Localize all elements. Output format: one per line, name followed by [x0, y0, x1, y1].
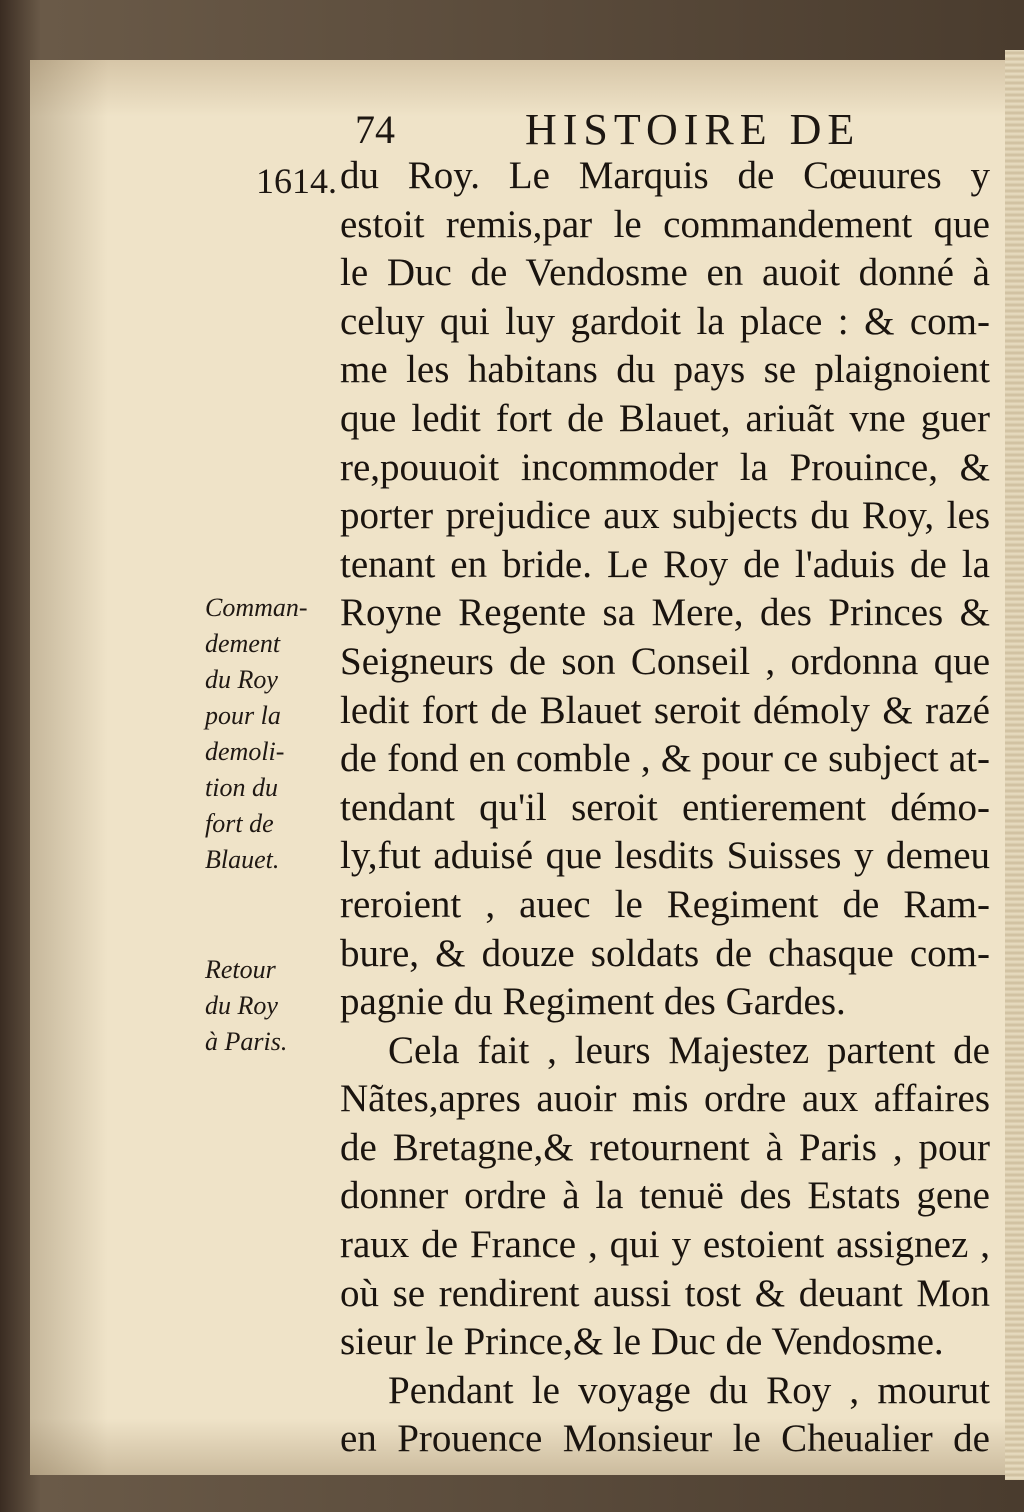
text-line: de Bretagne,& retournent à Paris , pour — [340, 1125, 990, 1169]
margin-note-line: à Paris. — [205, 1027, 288, 1056]
margin-note-line: Blauet. — [205, 845, 280, 874]
margin-year: 1614. — [256, 161, 337, 201]
text-line: tendant qu'il seroit entierement démo- — [340, 785, 990, 829]
margin-note-line: du Roy — [205, 991, 278, 1020]
text-line: sieur le Prince,& le Duc de Vendosme. — [340, 1320, 944, 1364]
text-line: donner ordre à la tenuë des Estats gene — [340, 1174, 990, 1218]
text-line: reroient , auec le Regiment de Ram- — [340, 882, 990, 926]
text-line: re,pouuoit incommoder la Prouince, & — [340, 445, 990, 489]
text-line: du Roy. Le Marquis de Cœuures y — [340, 154, 990, 197]
text-line: de fond en comble , & pour ce subject at- — [340, 737, 990, 781]
margin-note-line: dement — [205, 629, 281, 658]
margin-note-line: pour la — [205, 701, 281, 730]
margin-note-retour — [205, 952, 335, 1060]
text-line: Seigneurs de son Conseil , ordonna que — [340, 639, 990, 683]
page-header — [355, 106, 955, 156]
margin-note-commandement — [205, 590, 335, 878]
margin-note-line: demoli- — [205, 737, 285, 766]
text-line: où se rendirent aussi tost & deuant Mon — [340, 1271, 990, 1315]
text-line: me les habitans du pays se plaignoient — [340, 348, 990, 392]
text-line: estoit remis,par le commandement que — [340, 202, 990, 246]
text-line: le Duc de Vendosme en auoit donné à — [340, 251, 990, 295]
text-line: porter prejudice aux subjects du Roy, les — [340, 494, 990, 538]
page-edges — [1005, 50, 1024, 1480]
margin-note-line: du Roy — [205, 665, 278, 694]
margin-note-line: Comman- — [205, 593, 308, 622]
text-line: Pendant le voyage du Roy , mourut — [388, 1368, 990, 1412]
text-line: que ledit fort de Blauet, ariuãt vne guer — [340, 396, 990, 440]
text-line: Cela fait , leurs Majestez partent de — [388, 1028, 990, 1072]
text-line: ly,fut aduisé que lesdits Suisses y demeu — [340, 834, 990, 878]
text-line: Royne Regente sa Mere, des Princes & — [340, 591, 990, 635]
margin-note-line: Retour — [205, 955, 276, 984]
text-line: ledit fort de Blauet seroit démoly & razé — [340, 688, 990, 732]
body-text — [340, 152, 990, 1464]
text-line: en Prouence Monsieur le Cheualier de — [340, 1417, 990, 1461]
text-line: bure, & douze soldats de chasque com- — [340, 931, 990, 975]
text-line: tenant en bride. Le Roy de l'aduis de la — [340, 542, 990, 586]
text-line: Nãtes,apres auoir mis ordre aux affaires — [340, 1077, 990, 1121]
text-line: celuy qui luy gardoit la place : & com- — [340, 299, 990, 343]
text-line: pagnie du Regiment des Gardes. — [340, 980, 846, 1024]
page-number: 74 — [355, 107, 395, 152]
running-title: HISTOIRE DE — [525, 105, 861, 154]
margin-note-line: fort de — [205, 809, 274, 838]
text-line: raux de France , qui y estoient assignez , — [340, 1223, 990, 1267]
margin-note-line: tion du — [205, 773, 278, 802]
